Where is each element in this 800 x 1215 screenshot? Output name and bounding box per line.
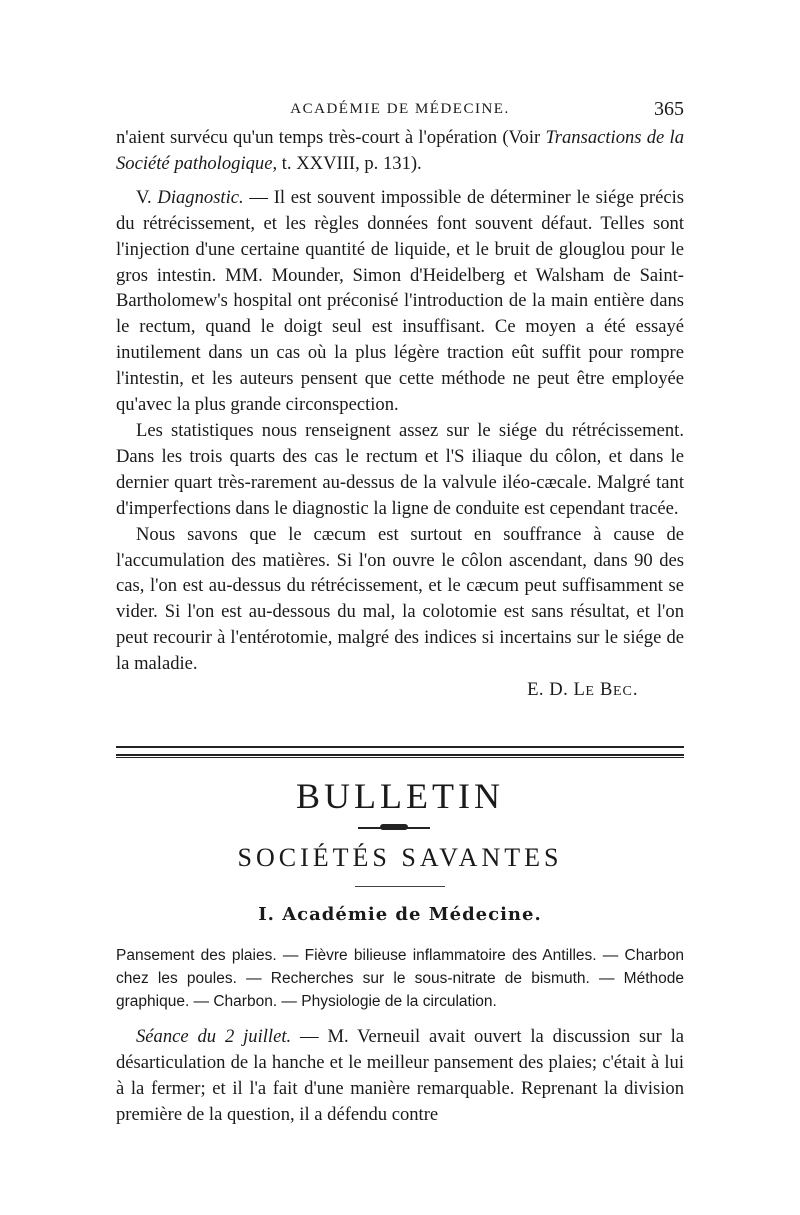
author-signature: E. D. LE BEC. xyxy=(527,679,638,701)
paragraph-caecum: Nous savons que le cæcum est surtout en souffrance à cause de l'accumulation des matières. Si l'on ouvre le côlon ascendant, dans 90 des cas, l'on est au-dessus du rétrécissement, et le cæcum peut suffisamment se vider. Si l'on est au-dessous du mal, la colotomie est sans résultat, et l'on peut recourir à l'entérotomie, malgré des indices si incertains sur le siége de la maladie. xyxy=(116,523,684,675)
paragraph-diagnostic xyxy=(116,185,684,418)
diagnostic-lead: V. xyxy=(136,186,158,208)
bulletin-title: BULLETIN xyxy=(296,776,504,816)
seance-date: Séance du 2 juillet. xyxy=(136,1026,292,1047)
double-rule-divider xyxy=(116,746,684,756)
short-rule xyxy=(355,886,445,887)
paragraph-1-end: , t. XXVIII, p. 131). xyxy=(272,152,422,174)
session-summary: Pansement des plaies. — Fièvre bilieuse inflammatoire des Antilles. — Charbon chez les poules. — Recherches sur le sous-nitrate de bismuth. — Méthode graphique. — Charbon. — Physiologie de la circulation. xyxy=(116,947,684,1010)
seance-paragraph xyxy=(116,1024,684,1128)
paragraph-1-text: n'aient survécu qu'un temps très-court à l'opération (Voir xyxy=(116,127,546,148)
single-rule-divider xyxy=(116,757,684,758)
running-title: ACADÉMIE DE MÉDECINE. xyxy=(290,101,510,117)
paragraph-1 xyxy=(116,125,684,177)
diagnostic-text: — Il est souvent impossible de déterminer le siége précis du rétrécissement, et les règles données font souvent défaut. Telles sont l'injection d'une certaine quantité de liquide, et le bruit de glouglou pour le gros intestin. MM. Mounder, Simon d'Heidelberg et Walsham de Saint-Bartholomew's hospital ont préconisé l'introduction de la main entière dans le rectum, quand le doigt seul est insuffisant. Ce moyen a été essayé inutilement dans un cas où la plus légère traction eût suffit pour rompre l'intestin, et les auteurs pensent que cette méthode ne peut être employée qu'avec la plus grande circonspection. xyxy=(116,186,685,416)
article-body xyxy=(116,125,684,705)
societes-savantes-heading: SOCIÉTÉS SAVANTES xyxy=(237,843,563,872)
section-heading: I. Académie de Médecine. xyxy=(258,904,542,925)
paragraph-statistics: Les statistiques nous renseignent assez sur le siége du rétrécissement. Dans les trois quarts des cas le rectum et l'S iliaque du côlon, et dans le dernier quart très-rarement au-dessus de la valvule iléo-cæcale. Malgré tant d'imperfections dans le diagnostic la ligne de conduite est cependant tracée. xyxy=(116,419,684,519)
ornament-divider xyxy=(358,826,430,830)
page-number: 365 xyxy=(654,98,684,120)
running-head xyxy=(116,98,684,122)
paragraph-1-italic: Transactions de la Société pathologique xyxy=(116,127,684,174)
seance-text: — M. Verneuil avait ouvert la discussion sur la désarticulation de la hanche et le meilleur pansement des plaies; c'était à lui à la fermer; et il l'a fait d'une manière remarquable. Reprenant la division première de la question, il a défendu contre xyxy=(116,1026,684,1125)
diagnostic-heading: Diagnostic. xyxy=(157,186,244,208)
